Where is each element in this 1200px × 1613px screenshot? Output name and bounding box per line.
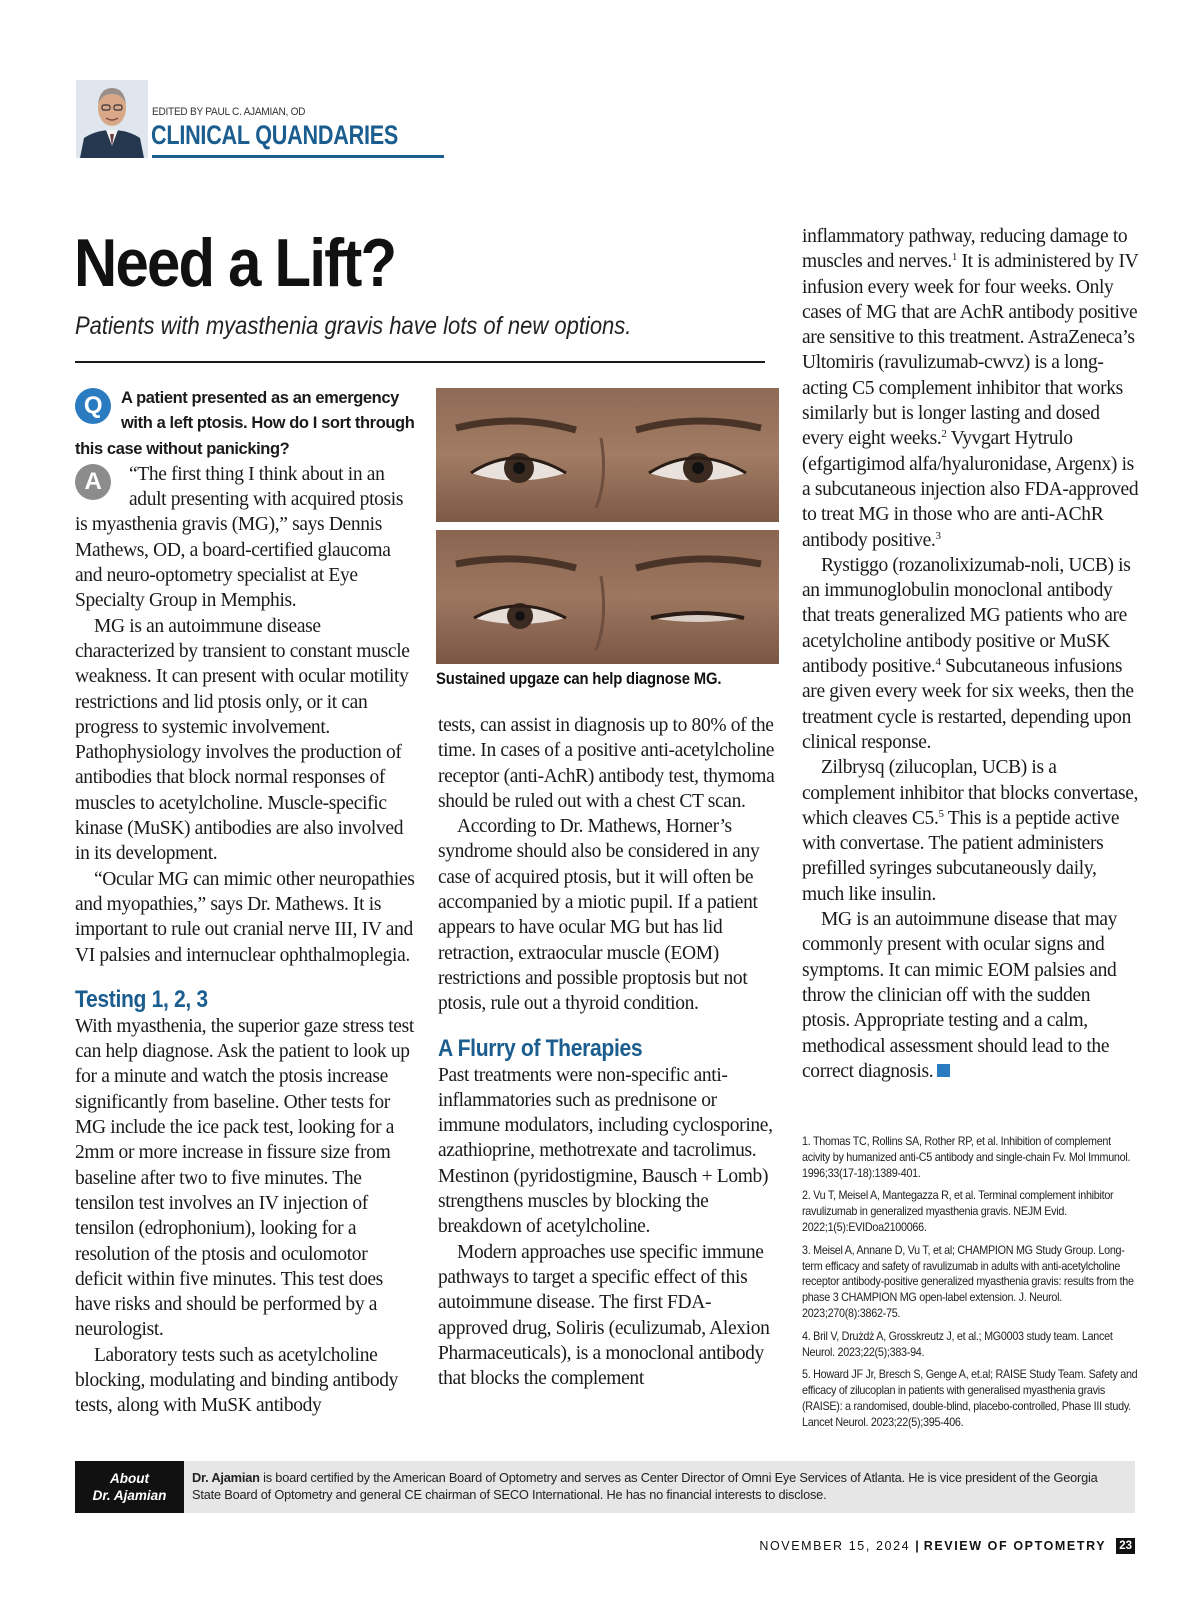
reference-marker: 4 [935,656,941,669]
body-paragraph: “Ocular MG can mimic other neuropathies and myopathies,” says Dr. Mathews. It is important to rule out cranial nerve III, IV and VI palsies and internuclear ophthalmoplegia. [75,868,415,966]
question-block [75,386,415,462]
body-paragraph: MG is an autoimmune disease characterized by transient to constant muscle weakness. It can present with ocular motility restrictions and lid ptosis only, or it can progress to systemic involvement. Pathophysiology involves the production of antibodies that block normal responses of muscles to acetylcholine. Muscle-specific kinase (MuSK) antibodies are also involved in its development. [75,615,410,865]
reference-marker: 1 [951,251,958,264]
section-heading-therapies: A Flurry of Therapies [438,1034,643,1062]
section-heading-testing: Testing 1, 2, 3 [75,985,208,1013]
header-rule [152,155,444,158]
figure-caption: Sustained upgaze can help diagnose MG. [436,670,722,688]
answer-text: “The first thing I think about in an adult presenting with acquired ptosis is myasthenia gravis (MG),” says Dennis Mathews, OD, a board-certified glaucoma and neuro-optometry specialist at Eye Specialty Group in Memphis. [75,463,404,612]
page-footer [759,1538,1135,1554]
body-paragraph: Past treatments were non-specific anti-inflammatories such as prednisone or immune modulators, including cyclosporine, azathioprine, methotrexate and tacrolimus. Mestinon (pyridostigmine, Bausch + Lomb) strengthens muscles by blocking the breakdown of acetylcholine. [438,1064,773,1238]
column-header [76,80,399,160]
reference-marker: 3 [935,529,941,542]
reference-marker: 5 [938,807,944,820]
title-divider [75,361,765,363]
eye-photo-baseline [436,388,779,522]
answer-badge: A [75,464,111,500]
article-subtitle: Patients with myasthenia gravis have lots of new options. [75,312,632,340]
answer-paragraph [75,462,415,614]
body-paragraph: With myasthenia, the superior gaze stress test can help diagnose. Ask the patient to look up for a minute and watch the ptosis increase significantly from baseline. Other tests for MG include the ice pack test, looking for a 2mm or more increase in fissure size from baseline after two to five minutes. The tensilon test involves an IV injection of tensilon (edrophonium), looking for a resolution of the ptosis and oculomotor deficit within five minutes. This test does have risks and should be performed by a neurologist. [75,1015,414,1341]
about-label: About Dr. Ajamian [75,1461,184,1513]
body-paragraph: Rystiggo (rozanolixizumab-noli, UCB) is an immunoglobulin monoclonal antibody that treats generalized MG patients who are acetylcholine antibody positive or MuSK antibody positive.$^4$ Subcutaneous infusions are given every week for six weeks, then the treatment cycle is restarted, depending upon clinical response. [802,554,1134,753]
body-paragraph: tests, can assist in diagnosis up to 80% of the time. In cases of a positive anti-acetylcholine receptor (anti-AchR) antibody test, thymoma should be ruled out with a chest CT scan. [438,715,775,812]
reference-marker: 2 [941,428,947,441]
body-paragraph: Zilbrysq (zilucoplan, UCB) is a complement inhibitor that blocks convertase, which cleaves C5.$^5$ This is a peptide active with convertase. The patient administers prefilled syringes subcutaneously daily, much like insulin. [802,757,1139,905]
body-paragraph: MG is an autoimmune disease that may commonly present with ocular signs and symptoms. It can mimic EOM palsies and throw the clinician off with the sudden ptosis. Appropriate testing and a calm, methodical assessment should lead to the correct diagnosis. [802,909,1118,1082]
about-author-box [75,1461,1135,1513]
body-paragraph: According to Dr. Mathews, Horner’s syndrome should also be considered in any case of acquired ptosis, but it will often be accompanied by a miotic pupil. If a patient appears to have ocular MG but has lid retraction, extraocular muscle (EOM) restrictions and possible proptosis but not ptosis, rule out a thyroid condition. [438,816,760,1015]
question-text: A patient presented as an emergency with a left ptosis. How do I sort through this case without panicking? [75,389,415,458]
end-of-article-mark [937,1064,950,1077]
eye-photo-ptosis [436,530,779,664]
reference-item: 3. Meisel A, Annane D, Vu T, et al; CHAMPION MG Study Group. Long-term efficacy and safety of ravulizumab in adults with anti-acetylcholine receptor antibody-positive generalized myasthenia gravis: results from the phase 3 CHAMPION MG open-label extension. J. Neurol. 2023;270(8):3862-75. [802,1243,1134,1320]
column-2 [438,713,778,1391]
reference-item: 2. Vu T, Meisel A, Mantegazza R, et al. Terminal complement inhibitor ravulizumab in generalized myasthenia gravis. NEJM Evid. 2022;1(5):EVIDoa2100066. [802,1189,1114,1234]
body-paragraph: Modern approaches use specific immune pathways to target a specific effect of this autoimmune disease. The first FDA-approved drug, Soliris (eculizumab, Alexion Pharmaceuticals), is a monoclonal antibody that blocks the complement [438,1241,770,1390]
column-3 [802,224,1142,1084]
body-paragraph: Laboratory tests such as acetylcholine blocking, modulating and binding antibody tests, along with MuSK antibody [75,1344,399,1417]
footer-separator: | [915,1539,919,1553]
magazine-name: REVIEW OF OPTOMETRY [923,1539,1107,1553]
editor-credit: EDITED BY PAUL C. AJAMIAN, OD [152,106,306,118]
reference-item: 1. Thomas TC, Rollins SA, Rother RP, et al. Inhibition of complement acivity by humanized anti-C5 antibody and single-chain Fv. Mol Immunol. 1996;33(17-18):1389-401. [802,1135,1131,1180]
about-text: Dr. Ajamian is board certified by the American Board of Optometry and serves as Center Director of Omni Eye Services of Atlanta. He is vice president of the Georgia State Board of Optometry and general CE chairman of SECO International. He has no financial interests to disclose. [192,1470,1098,1502]
page-number: 23 [1116,1538,1135,1554]
body-paragraph: inflammatory pathway, reducing damage to muscles and nerves.$^1$ It is administered by IV infusion every week for four weeks. Only cases of MG that are AchR antibody positive are sensitive to this treatment. AstraZeneca’s Ultomiris (ravulizumab-cwvz) is a long-acting C5 complement inhibitor that works similarly but is longer lasting and dosed every eight weeks.$^2$ Vyvgart Hytrulo (efgartigimod alfa/hyaluronidase, Argenx) is a subcutaneous injection also FDA-approved to treat MG in those who are anti-AChR antibody positive.$^3$ [802,226,1139,551]
column-name: CLINICAL QUANDARIES [151,120,399,150]
article-title: Need a Lift? [74,225,396,301]
issue-date: NOVEMBER 15, 2024 [759,1539,911,1553]
references-list [802,1134,1142,1438]
reference-item: 5. Howard JF Jr, Bresch S, Genge A, et.al; RAISE Study Team. Safety and efficacy of zilucoplan in patients with generalised myasthenia gravis (RAISE): a randomised, double-blind, placebo-controlled, Phase III study. Lancet Neurol. 2023;22(5);395-406. [802,1368,1138,1429]
author-portrait [76,80,148,158]
reference-item: 4. Bril V, Drużdż A, Grosskreutz J, et al.; MG0003 study team. Lancet Neurol. 2023;22(5);383-94. [802,1329,1113,1359]
column-1 [75,386,415,1419]
question-badge: Q [75,388,111,424]
author-name: Dr. Ajamian [192,1470,260,1485]
